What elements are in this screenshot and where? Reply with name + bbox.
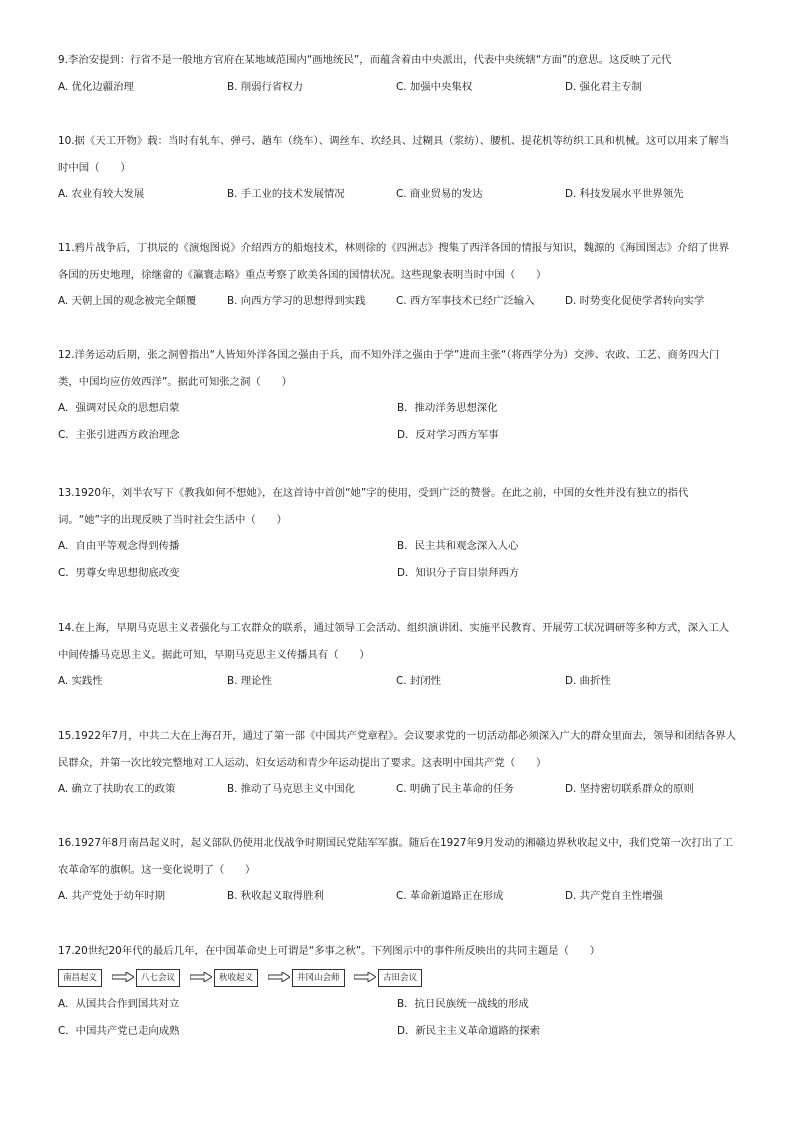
options-row (58, 181, 738, 207)
option-a[interactable]: A．强调对民众的思想启蒙 (58, 402, 180, 414)
question-stem: 9.李治安提到：行省不是一般地方官府在某地域范围内“画地统民”，而蕴含着由中央派出，代表中央统辖“方面”的意思。这反映了元代 (58, 54, 672, 66)
option-b[interactable]: B. 削弱行省权力 (227, 80, 304, 93)
options-row (58, 991, 738, 1018)
question-13 (58, 480, 738, 587)
option-b[interactable]: B. 向西方学习的思想得到实践 (227, 295, 366, 307)
question-9 (58, 47, 738, 100)
options-row (58, 395, 738, 422)
option-c[interactable]: C. 革命新道路正在形成 (396, 890, 504, 902)
option-a[interactable]: A．自由平等观念得到传播 (58, 540, 180, 552)
options-row (58, 288, 738, 314)
flow-box-gutian: 古田会议 (378, 969, 422, 987)
options-row (58, 883, 738, 909)
question-stem: 15.1922年7月，中共二大在上海召开，通过了第一部《中国共产党章程》。会议要求党的一切活动都必须深入广大的群众里面去，领导和团结各界人民群众，并第一次比较完整地对工人运动、妇女运动和青少年运动提出了要求。这表明中国共产党（ ） (58, 730, 737, 769)
question-stem: 14.在上海，早期马克思主义者强化与工农群众的联系，通过领导工会活动、组织演讲团、实施平民教育、开展劳工状况调研等多种方式，深入工人中间传播马克思主义。据此可知，早期马克思主义传播具有（ ） (58, 622, 730, 661)
arrow-right-icon (268, 972, 290, 982)
flow-box-nanchang: 南昌起义 (58, 969, 102, 987)
options-row (58, 1018, 738, 1045)
option-b[interactable]: B. 手工业的技术发展情况 (227, 188, 345, 200)
options-row (58, 74, 738, 100)
option-a[interactable]: A. 优化边疆治理 (58, 80, 134, 93)
question-12 (58, 342, 738, 449)
option-b[interactable]: B．推动洋务思想深化 (397, 402, 498, 414)
options-row (58, 560, 738, 587)
option-b[interactable]: B. 推动了马克思主义中国化 (227, 783, 356, 795)
option-c[interactable]: C. 商业贸易的发达 (396, 188, 483, 200)
option-d[interactable]: D. 强化君主专制 (565, 80, 642, 93)
arrow-right-icon (190, 972, 212, 982)
option-d[interactable]: D. 共产党自主性增强 (565, 890, 663, 902)
option-a[interactable]: A. 实践性 (58, 675, 103, 687)
option-c[interactable]: C. 封闭性 (396, 675, 442, 687)
options-row (58, 422, 738, 449)
flow-box-qiushou: 秋收起义 (214, 969, 258, 987)
option-d[interactable]: D．反对学习西方军事 (397, 429, 499, 441)
arrow-right-icon (112, 972, 134, 982)
arrow-right-icon (354, 972, 376, 982)
option-c[interactable]: C．中国共产党已走向成熟 (58, 1024, 180, 1037)
option-b[interactable]: B. 理论性 (227, 675, 272, 687)
option-c[interactable]: C．主张引进西方政治理念 (58, 429, 180, 441)
options-row (58, 668, 738, 694)
option-a[interactable]: A. 确立了扶助农工的政策 (58, 783, 176, 795)
question-14 (58, 615, 738, 694)
question-10 (58, 128, 738, 207)
question-16 (58, 830, 738, 909)
event-flow-diagram (58, 969, 738, 989)
option-b[interactable]: B. 秋收起义取得胜利 (227, 890, 324, 902)
option-a[interactable]: A. 天朝上国的观念被完全颠覆 (58, 295, 197, 307)
question-stem: 16.1927年8月南昌起义时，起义部队仍使用北伐战争时期国民党陆军军旗。随后在1927年9月发动的湘赣边界秋收起义中，我们党第一次打出了工农革命军的旗帜。这一变化说明了（ ） (58, 837, 733, 876)
options-row (58, 533, 738, 560)
option-c[interactable]: C. 明确了民主革命的任务 (396, 783, 514, 795)
option-b[interactable]: B．民主共和观念深入人心 (397, 540, 519, 552)
question-stem: 11.鸦片战争后，丁拱辰的《演炮图说》介绍西方的船炮技术，林则徐的《四洲志》搜集了西洋各国的情报与知识，魏源的《海国图志》介绍了世界各国的历史地理，徐继畲的《瀛寰志略》重点考察了欧美各国的国情状况。这些现象表明当时中国（ ） (58, 242, 730, 281)
question-15 (58, 723, 738, 802)
question-stem: 13.1920年，刘半农写下《教我如何不想她》，在这首诗中首创“她”字的使用，受到广泛的赞誉。在此之前，中国的女性并没有独立的指代词。“她”字的出现反映了当时社会生活中（ ） (58, 487, 689, 526)
option-d[interactable]: D. 科技发展水平世界领先 (565, 188, 684, 200)
options-row (58, 776, 738, 802)
option-d[interactable]: D．新民主主义革命道路的探索 (397, 1024, 541, 1037)
question-stem: 10.据《天工开物》载：当时有轧车、弹弓、趟车（绕车）、调丝车、坎经具、过糊具（浆纺）、腰机、提花机等纺织工具和机械。这可以用来了解当时中国（ ） (58, 135, 730, 174)
question-11 (58, 235, 738, 314)
option-c[interactable]: C．男尊女卑思想彻底改变 (58, 567, 180, 579)
question-stem: 12.洋务运动后期，张之洞曾指出“人皆知外洋各国之强由于兵，而不知外洋之强由于学”进而主张“（将西学分为）交涉、农政、工艺、商务四大门类，中国均应仿效西洋”。据此可知张之洞（ ） (58, 349, 720, 388)
question-17 (58, 938, 738, 1045)
flow-box-jinggangshan: 井冈山会师 (292, 969, 345, 987)
option-d[interactable]: D. 时势变化促使学者转向实学 (565, 295, 705, 307)
flow-box-baqi: 八七会议 (136, 969, 180, 987)
option-b[interactable]: B．抗日民族统一战线的形成 (397, 997, 529, 1010)
option-c[interactable]: C. 西方军事技术已经广泛输入 (396, 295, 535, 307)
question-stem: 17.20世纪20年代的最后几年，在中国革命史上可谓是“多事之秋”。下列图示中的事件所反映出的共同主题是（ ） (58, 945, 601, 957)
option-d[interactable]: D．知识分子盲目崇拜西方 (397, 567, 520, 579)
option-d[interactable]: D. 曲折性 (565, 675, 611, 687)
option-a[interactable]: A. 农业有较大发展 (58, 188, 145, 200)
option-d[interactable]: D. 坚持密切联系群众的原则 (565, 783, 694, 795)
option-c[interactable]: C. 加强中央集权 (396, 80, 473, 93)
option-a[interactable]: A．从国共合作到国共对立 (58, 997, 180, 1010)
option-a[interactable]: A. 共产党处于幼年时期 (58, 890, 166, 902)
